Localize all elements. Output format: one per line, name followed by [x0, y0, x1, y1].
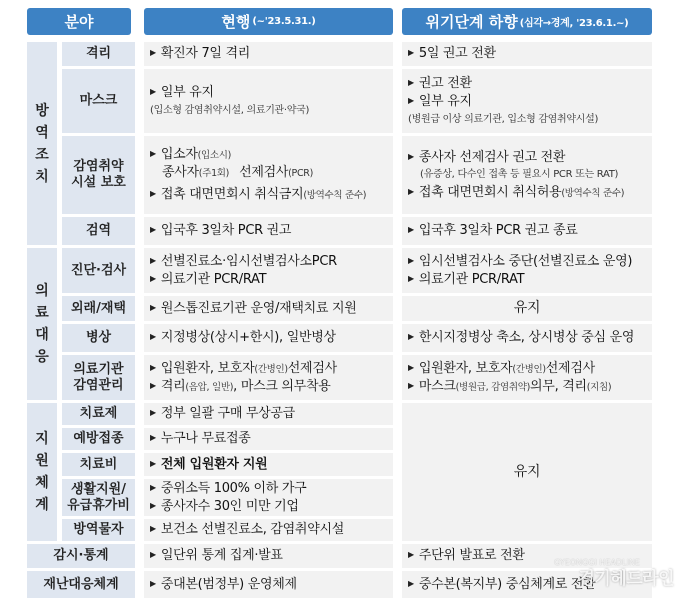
cell-text: 일단위 통계 집계·발표	[160, 548, 283, 563]
cell-note: (입소형 감염취약시설, 의료기관·약국)	[150, 104, 310, 116]
current-living-support	[144, 479, 393, 516]
new-isolation	[402, 42, 652, 66]
group-char: 역	[35, 124, 49, 141]
cell-note: (유증상, 다수인 접촉 등 필요시 PCR 또는 RAT)	[420, 168, 619, 180]
cell-text: 선제검사	[239, 165, 289, 180]
bullet-icon: ▶	[150, 332, 156, 341]
cell-text: 입원환자, 보호자	[160, 360, 255, 376]
current-infection-mgmt	[144, 355, 393, 400]
cell-text: 입원환자, 보호자	[418, 360, 513, 376]
current-mask	[144, 69, 393, 133]
cell-note: (간병인)	[512, 363, 546, 375]
row-label: 감시·통계	[53, 548, 109, 563]
cell-text: 유지	[513, 463, 541, 480]
new-infection-mgmt	[402, 355, 652, 400]
cell-text: 보건소 선별진료소, 감염취약시설	[160, 522, 344, 537]
label-surveillance	[27, 544, 135, 568]
cell-text: 접촉 대면면회시 취식허용	[418, 184, 562, 200]
label-vaccine	[62, 428, 135, 450]
bullet-icon: ▶	[150, 48, 156, 57]
row-label: 격리	[85, 46, 112, 61]
bullet-icon: ▶	[150, 189, 156, 198]
bullet-icon: ▶	[150, 482, 156, 492]
bullet-icon: ▶	[150, 273, 156, 283]
group-quarantine	[27, 42, 57, 245]
cell-text: 유지	[513, 300, 541, 316]
bullet-icon: ▶	[150, 380, 156, 390]
cell-text: 입국후 3일차 PCR 권고	[160, 223, 292, 238]
current-vaccine	[144, 428, 393, 450]
bullet-icon: ▶	[408, 255, 414, 265]
cell-note: (병원급, 감염취약)	[455, 381, 531, 393]
row-label: 병상	[85, 330, 112, 345]
cell-text: 의무, 격리	[530, 378, 587, 394]
group-char: 원	[35, 453, 49, 469]
current-beds	[144, 324, 393, 352]
cell-text: 일부 유지	[418, 93, 472, 109]
row-label: 방역물자	[73, 522, 124, 537]
cell-text: 중대본(범정부) 운영체제	[160, 576, 297, 592]
group-support	[27, 403, 57, 541]
bullet-icon: ▶	[408, 550, 414, 559]
group-char: 치	[35, 168, 49, 185]
group-char: 방	[35, 102, 49, 119]
row-label: 마스크	[79, 93, 118, 108]
row-label: 치료제	[79, 406, 118, 421]
cell-text: 권고 전환	[418, 75, 472, 91]
row-label: 감염취약 시설 보호	[71, 159, 126, 190]
row-label: 외래/재택	[71, 300, 126, 316]
cell-text: 종사자 선제검사 권고 전환	[418, 149, 566, 165]
new-outpatient	[402, 296, 652, 321]
header-new	[402, 8, 652, 35]
label-diagnosis	[62, 248, 135, 293]
label-treatment-cost	[62, 453, 135, 476]
new-beds	[402, 324, 652, 352]
watermark-sub: GYEONGGI HEADLINE	[554, 558, 640, 567]
bullet-icon: ▶	[150, 550, 156, 559]
row-label: 치료비	[79, 456, 118, 472]
bullet-icon: ▶	[408, 151, 414, 161]
bullet-icon: ▶	[408, 225, 414, 234]
cell-note: (병원급 이상 의료기관, 입소형 감염취약시설)	[408, 113, 599, 125]
cell-text: 선제검사	[545, 360, 595, 376]
cell-text: 입소자	[160, 147, 198, 162]
bullet-icon: ▶	[150, 225, 156, 234]
bullet-icon: ▶	[150, 86, 156, 96]
cell-note: (방역수칙 준수)	[561, 187, 625, 199]
cell-text: 정부 일괄 구매 무상공급	[160, 406, 295, 421]
cell-note: (방역수칙 준수)	[303, 190, 367, 201]
cell-text: 선제검사	[287, 360, 337, 376]
row-label: 생활지원/ 유급휴가비	[67, 481, 130, 513]
label-treatment	[62, 403, 135, 425]
cell-text: 일부 유지	[160, 84, 214, 100]
cell-text: 임시선별검사소 중단(선별진료소 운영)	[418, 253, 633, 269]
bullet-icon: ▶	[408, 380, 414, 390]
cell-text: 종사자수 30인 미만 기업	[160, 498, 299, 514]
bullet-icon: ▶	[408, 578, 414, 588]
bullet-icon: ▶	[150, 578, 156, 588]
cell-note: (지침)	[586, 381, 612, 393]
label-infection-mgmt	[62, 355, 135, 400]
bullet-icon: ▶	[408, 48, 414, 57]
cell-note: (입소시)	[197, 150, 232, 161]
group-char: 체	[35, 475, 49, 491]
label-entry	[62, 217, 135, 245]
cell-text: 전체 입원환자 지원	[160, 456, 268, 472]
current-treatment	[144, 403, 393, 425]
current-surveillance	[144, 544, 393, 568]
cell-text: 누구나 무료접종	[160, 431, 251, 446]
group-char: 료	[35, 305, 49, 321]
header-new-label: 위기단계 하향	[425, 13, 518, 31]
bullet-icon: ▶	[408, 186, 414, 196]
bullet-icon: ▶	[150, 458, 156, 468]
bullet-icon: ▶	[150, 362, 156, 372]
header-current	[144, 8, 393, 35]
cell-text: 중위소득 100% 이하 가구	[160, 480, 307, 496]
label-outpatient	[62, 296, 135, 321]
label-beds	[62, 324, 135, 352]
cell-text: 종사자	[162, 165, 199, 180]
cell-text: 선별진료소·임시선별검사소PCR	[160, 253, 337, 269]
cell-note: (PCR)	[288, 168, 314, 179]
bullet-icon: ▶	[408, 77, 414, 87]
row-label: 검역	[85, 223, 112, 238]
cell-note: (주1회)	[198, 168, 230, 179]
cell-text: 원스톱진료기관 운영/재택치료 지원	[160, 300, 357, 316]
current-isolation	[144, 42, 393, 66]
new-entry	[402, 217, 652, 245]
cell-text: , 마스크 의무착용	[233, 378, 331, 394]
new-mask	[402, 69, 652, 133]
bullet-icon: ▶	[408, 362, 414, 372]
row-label: 의료기관 감염관리	[73, 361, 124, 393]
row-label: 진단·검사	[70, 262, 127, 278]
group-char: 계	[35, 497, 49, 513]
cell-text: 의료기관 PCR/RAT	[418, 271, 525, 287]
header-field	[27, 8, 131, 35]
bullet-icon: ▶	[150, 500, 156, 510]
label-vulnerable	[62, 136, 135, 214]
current-vulnerable	[144, 136, 393, 214]
cell-text: 확진자 7일 격리	[160, 46, 251, 61]
cell-text: 마스크	[418, 378, 456, 394]
row-label: 예방접종	[73, 431, 124, 446]
cell-note: (음압, 일반)	[185, 381, 234, 393]
new-support-merged	[402, 403, 652, 541]
cell-text: 격리	[160, 378, 186, 394]
current-entry	[144, 217, 393, 245]
label-living-support	[62, 479, 135, 516]
group-char: 대	[35, 327, 49, 343]
new-vulnerable	[402, 136, 652, 214]
cell-text: 한시지정병상 축소, 상시병상 중심 운영	[418, 330, 635, 345]
label-isolation	[62, 42, 135, 66]
group-char: 의	[35, 283, 49, 299]
group-char: 응	[35, 349, 49, 365]
bullet-icon: ▶	[408, 332, 414, 341]
cell-text: 주단위 발표로 전환	[418, 548, 525, 563]
bullet-icon: ▶	[408, 95, 414, 105]
bullet-icon: ▶	[150, 302, 156, 312]
header-current-date: (~'23.5.31.)	[252, 16, 316, 27]
cell-text: 입국후 3일차 PCR 권고 종료	[418, 223, 578, 238]
bullet-icon: ▶	[408, 273, 414, 283]
label-disaster	[27, 571, 135, 598]
group-medical	[27, 248, 57, 400]
current-supplies	[144, 519, 393, 541]
watermark-logo: 경기헤드라인	[578, 569, 674, 589]
group-char: 조	[35, 146, 49, 163]
current-treatment-cost	[144, 453, 393, 476]
current-disaster	[144, 571, 393, 598]
new-diagnosis	[402, 248, 652, 293]
header-current-label: 현행	[221, 13, 251, 31]
label-supplies	[62, 519, 135, 541]
bullet-icon: ▶	[150, 433, 156, 442]
header-new-date: (심각→경계, '23.6.1.~)	[519, 18, 629, 29]
cell-note: (간병인)	[254, 363, 288, 375]
current-outpatient	[144, 296, 393, 321]
cell-text: 접촉 대면면회시 취식금지	[160, 187, 304, 202]
header-field-label: 분야	[64, 13, 94, 31]
bullet-icon: ▶	[150, 255, 156, 265]
cell-text: 지정병상(상시+한시), 일반병상	[160, 330, 336, 345]
label-mask	[62, 69, 135, 133]
group-char: 지	[35, 431, 49, 447]
bullet-icon: ▶	[150, 149, 156, 158]
current-diagnosis	[144, 248, 393, 293]
cell-text: 5일 권고 전환	[418, 46, 496, 61]
row-label: 재난대응체계	[43, 576, 119, 592]
cell-text: 의료기관 PCR/RAT	[160, 271, 267, 287]
cell-text: 중수본(복지부) 중심체계로 전환	[418, 576, 596, 592]
bullet-icon: ▶	[150, 408, 156, 417]
bullet-icon: ▶	[150, 524, 156, 533]
